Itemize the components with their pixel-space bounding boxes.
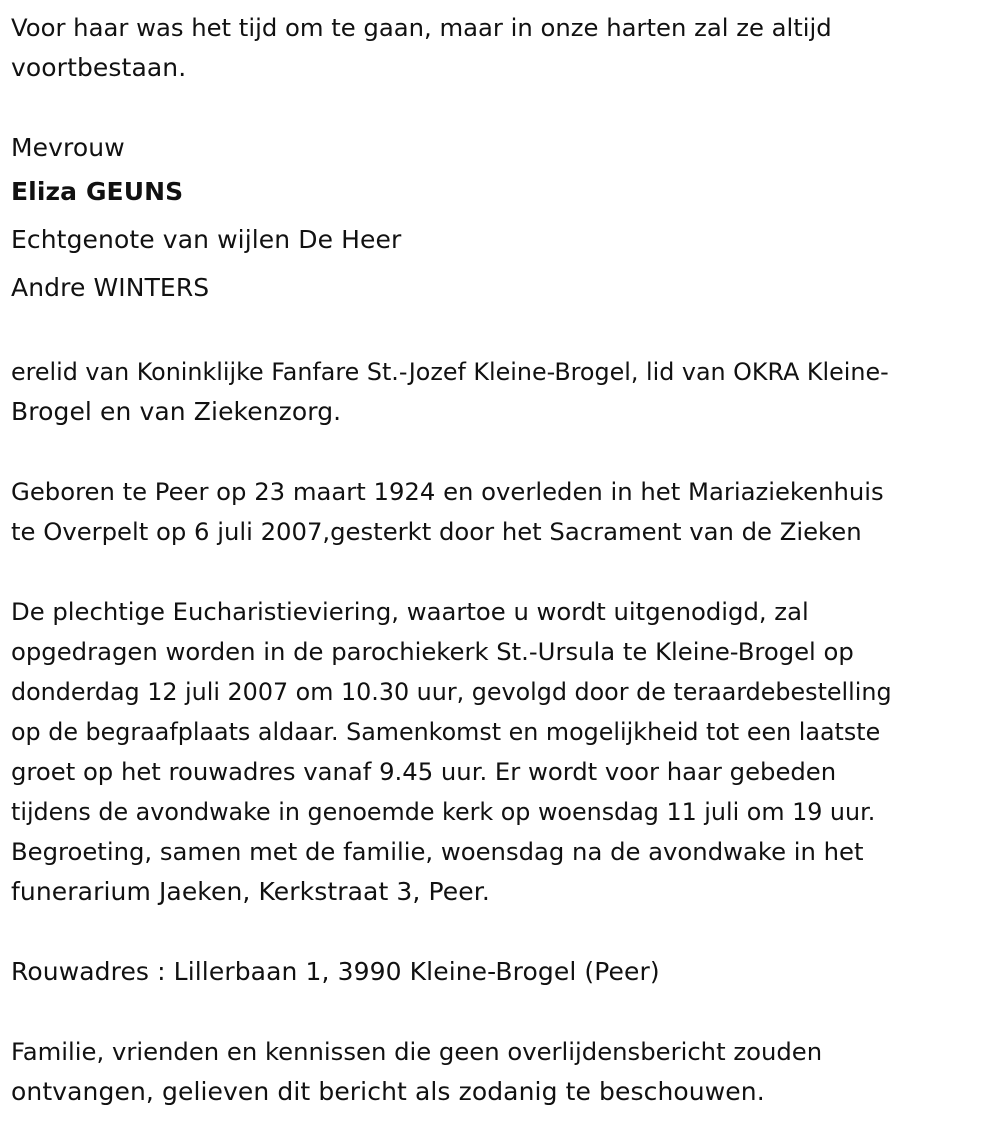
spacer [11,88,1000,128]
membership-line-2: Brogel en van Ziekenzorg. [11,397,342,426]
ceremony-line: Begroeting, samen met de familie, woensdag na de avondwake in het [11,837,864,866]
spacer [11,912,1000,952]
ceremony-line: op de begraafplaats aldaar. Samenkomst en mogelijkheid tot een laatste [11,718,881,746]
spacer [11,992,1000,1032]
membership-line-1: erelid van Koninklijke Fanfare St.-Jozef Kleine-Brogel, lid van OKRA Kleine- [11,358,889,386]
mourning-address: Rouwadres : Lillerbaan 1, 3990 Kleine-Brogel (Peer) [11,957,660,986]
salutation: Mevrouw [11,133,125,162]
birth-death-line-1: Geboren te Peer op 23 maart 1924 en overleden in het Mariaziekenhuis [11,477,884,506]
closing-line-2: ontvangen, gelieven dit bericht als zodanig te beschouwen. [11,1077,765,1106]
relation-text: Echtgenote van wijlen De Heer [11,225,402,254]
spacer [11,432,1000,472]
closing-line-1: Familie, vrienden en kennissen die geen overlijdensbericht zouden [11,1037,823,1066]
deceased-name: Eliza GEUNS [11,177,184,206]
ceremony-line: donderdag 12 juli 2007 om 10.30 uur, gevolgd door de teraardebestelling [11,678,892,706]
intro-line-2: voortbestaan. [11,53,187,82]
birth-death-line-2: te Overpelt op 6 juli 2007,gesterkt door het Sacrament van de Zieken [11,517,862,546]
spacer [11,552,1000,592]
spouse-name: Andre WINTERS [11,273,210,302]
intro-line-1: Voor haar was het tijd om te gaan, maar in onze harten zal ze altijd [11,13,832,42]
ceremony-line: opgedragen worden in de parochiekerk St.-Ursula te Kleine-Brogel op [11,637,854,666]
ceremony-line: De plechtige Eucharistieviering, waartoe u wordt uitgenodigd, zal [11,597,809,626]
ceremony-line: groet op het rouwadres vanaf 9.45 uur. Er wordt voor haar gebeden [11,757,837,786]
ceremony-line: tijdens de avondwake in genoemde kerk op woensdag 11 juli om 19 uur. [11,798,876,826]
spacer [11,312,1000,352]
ceremony-line: funerarium Jaeken, Kerkstraat 3, Peer. [11,877,490,906]
